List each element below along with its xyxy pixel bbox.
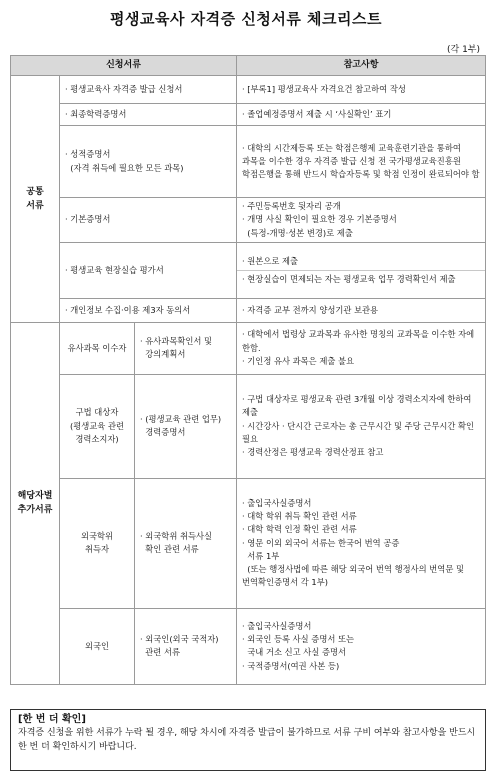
doc-item: · 평생교육 현장실습 평가서: [60, 242, 237, 298]
notes-cell: [237, 298, 486, 322]
table-header-row: [11, 56, 486, 76]
note-text: · 원본으로 제출: [242, 255, 299, 266]
confirm-box: [10, 709, 486, 771]
doc-item: · 외국학위 취득사실 확인 관련 서류: [135, 478, 237, 608]
doc-item: · 개인정보 수집·이용 제3자 동의서: [60, 298, 237, 322]
doc-item: · (평생교육 관련 업무) 경력증명서: [135, 374, 237, 478]
extra-docs-label: 해당자별 추가서류: [11, 322, 60, 684]
notes-cell: [237, 126, 486, 198]
note-text: · 자격증 교부 전까지 양성기관 보관용: [242, 304, 379, 315]
applicant-type: 유사과목 이수자: [60, 322, 135, 374]
applicant-type: 외국학위 취득자: [60, 478, 135, 608]
doc-item: · 외국인(외국 국적자) 관련 서류: [135, 608, 237, 684]
table-row: [11, 242, 486, 298]
note-text: · 현장실습이 면제되는 자는 평생교육 업무 경력확인서 제출: [237, 270, 485, 288]
table-row: [11, 478, 486, 608]
notes-cell: [237, 76, 486, 104]
table-row: [11, 374, 486, 478]
page-title: 평생교육사 자격증 신청서류 체크리스트: [110, 10, 382, 28]
notes-cell: [237, 198, 486, 243]
notes-cell: [237, 242, 486, 298]
doc-item: · 성적증명서 (자격 취득에 필요한 모든 과목): [60, 126, 237, 198]
notes-cell: [237, 608, 486, 684]
note-text: · 대학의 시간제등록 또는 학점은행제 교육훈련기관을 통하여 과목을 이수한 경우 자격증 발급 신청 전 국가평생교육진흥원 학점은행을 통해 반드시 학습자등록 및 학점 인정이 완료되어야 함: [242, 142, 480, 180]
doc-item: · 평생교육사 자격증 발급 신청서: [60, 76, 237, 104]
table-row: [11, 298, 486, 322]
notes-cell: [237, 104, 486, 126]
notes-cell: [237, 478, 486, 608]
notes-cell: [237, 322, 486, 374]
note-text: · 졸업예정증명서 제출 시 ‘사실확인’ 표기: [242, 108, 392, 119]
note-text: · 구법 대상자로 평생교육 관련 3개월 이상 경력소지자에 한하여 제출 · 시간강사 · 단시간 근로자는 총 근무시간 및 주당 근무시간 확인 필요 · 경력산정은 평생교육 경력산정표 참고: [242, 394, 475, 458]
table-row: [11, 76, 486, 104]
table-row: [11, 322, 486, 374]
note-text: · 출입국사실증명서 · 외국인 등록 사실 증명서 또는 국내 거소 신고 사실 증명서 · 국적증명서(여권 사본 등): [242, 620, 355, 671]
doc-item: · 기본증명서: [60, 198, 237, 243]
header-docs: 신청서류: [11, 56, 237, 76]
table-row: [11, 126, 486, 198]
applicant-type: 구법 대상자 (평생교육 관련 경력소지자): [60, 374, 135, 478]
confirm-heading: [한 번 더 확인]: [18, 714, 86, 725]
header-notes: 참고사항: [237, 56, 486, 76]
note-text: · 대학에서 법령상 교과목과 유사한 명칭의 교과목을 이수한 자에 한함. · 기인정 유사 과목은 제출 불요: [242, 329, 475, 366]
table-row: [11, 198, 486, 243]
doc-item: · 최종학력증명서: [60, 104, 237, 126]
note-text: · 주민등록번호 뒷자리 공개 · 개명 사실 확인이 필요한 경우 기본증명서 (특정-개명·성본 변경)로 제출: [242, 201, 397, 238]
note-text: · [부록1] 평생교육사 자격요건 참고하여 작성: [242, 83, 406, 94]
table-row: [11, 104, 486, 126]
copies-note: (각 1부): [447, 45, 480, 55]
confirm-text: 자격증 신청을 위한 서류가 누락 될 경우, 해당 차시에 자격증 발급이 불가하므로 서류 구비 여부와 참고사항을 반드시 한 번 더 확인하시기 바랍니다.: [18, 728, 476, 752]
notes-cell: [237, 374, 486, 478]
checklist-table: [10, 55, 486, 685]
common-docs-label: 공통 서류: [11, 76, 60, 323]
note-text: · 출입국사실증명서 · 대학 학위 취득 확인 관련 서류 · 대학 학력 인정 확인 관련 서류 · 영문 이외 외국어 서류는 한국어 번역 공증 서류 1부 (또는 행정사법에 따른 해당 외국어 번역 행정사의 번역문 및 번역확인증명서 각 1부): [242, 497, 464, 588]
doc-item: · 유사과목확인서 및 강의계획서: [135, 322, 237, 374]
table-row: [11, 608, 486, 684]
applicant-type: 외국인: [60, 608, 135, 684]
